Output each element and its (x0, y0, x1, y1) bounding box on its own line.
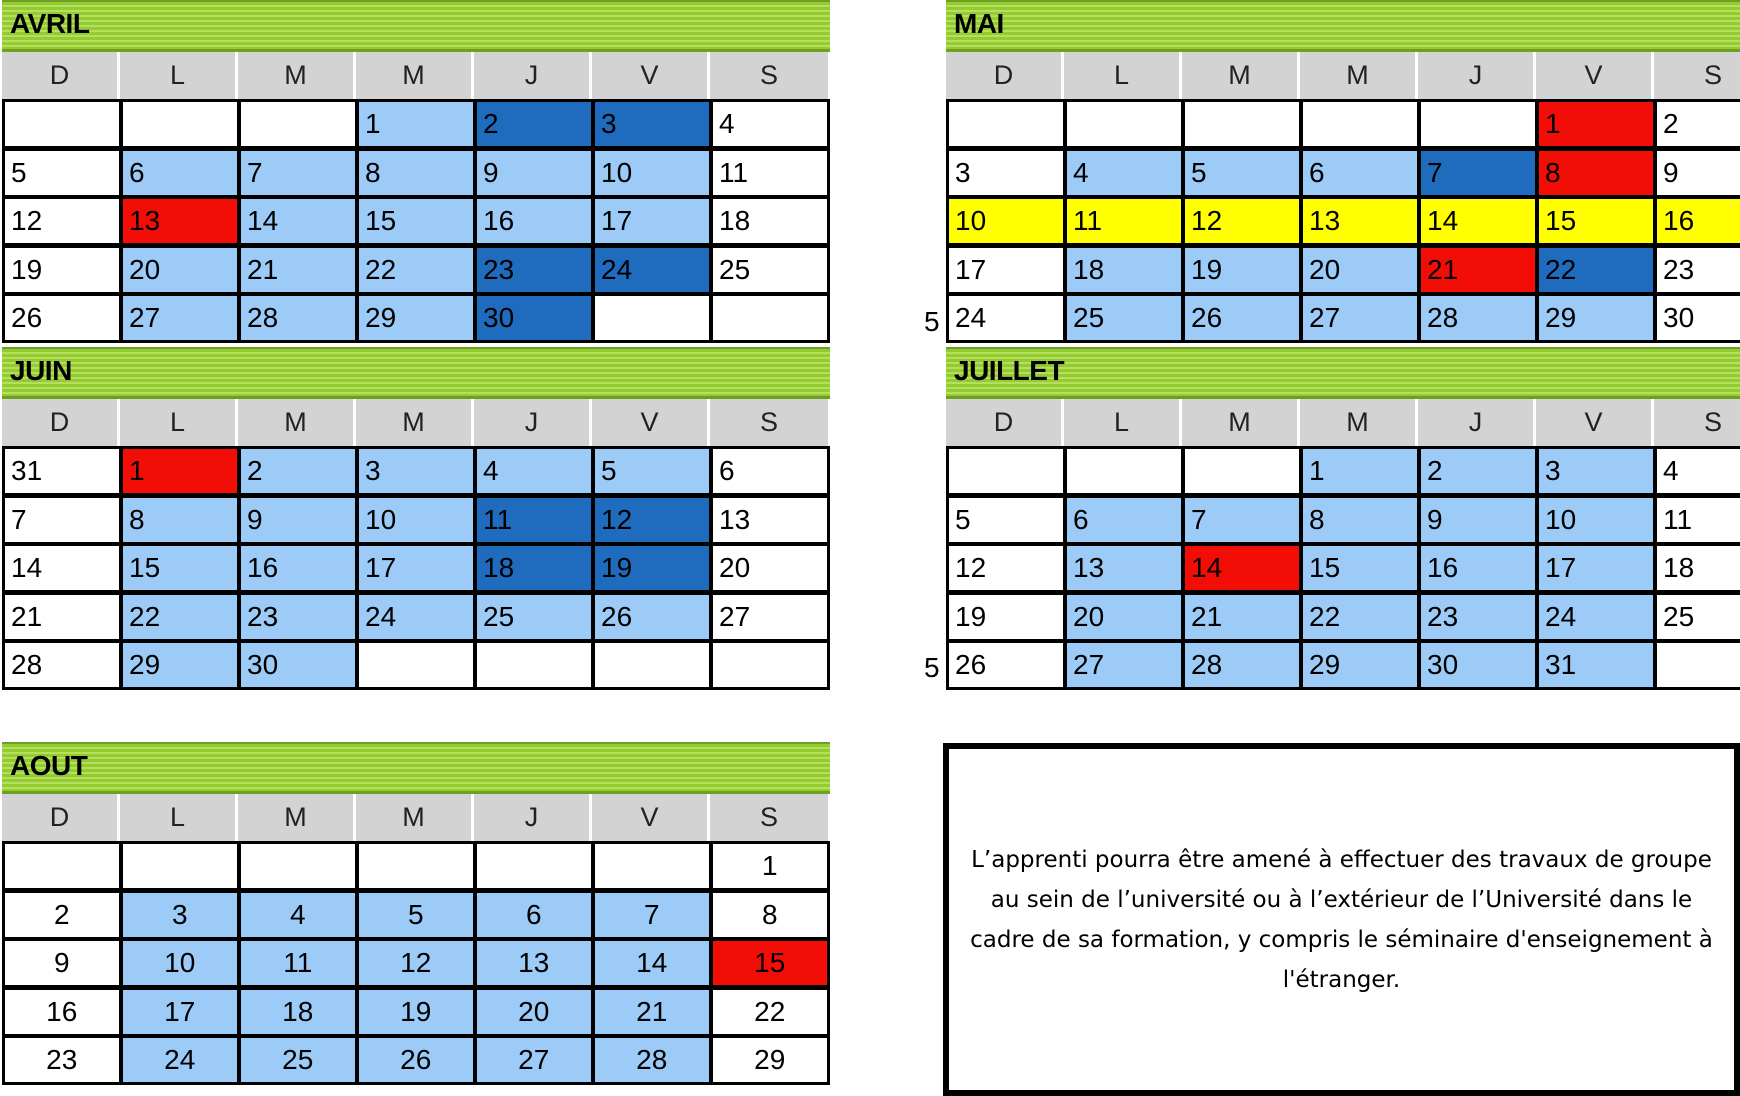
day-cell: 2 (238, 446, 358, 496)
day-cell: 19 (1182, 245, 1302, 295)
day-cell: 3 (946, 148, 1066, 198)
day-cell: 6 (710, 446, 830, 496)
day-cell: 8 (1300, 495, 1420, 545)
calendar-grid (2, 446, 830, 690)
day-cell: 13 (710, 495, 830, 545)
day-cell: 29 (356, 293, 476, 343)
day-cell (1064, 446, 1184, 496)
day-cell: 23 (238, 592, 358, 642)
day-cell: 19 (592, 543, 712, 593)
day-cell: 10 (946, 196, 1066, 246)
day-header: M (1182, 52, 1300, 99)
day-header: J (1418, 52, 1536, 99)
day-cell: 26 (946, 640, 1066, 690)
day-cell: 21 (592, 987, 712, 1037)
day-cell: 12 (2, 196, 122, 246)
day-cell: 9 (2, 938, 122, 988)
day-cell (1182, 99, 1302, 149)
day-cell: 19 (356, 987, 476, 1037)
day-cell: 7 (238, 148, 358, 198)
day-cell: 29 (710, 1035, 830, 1085)
day-cell: 10 (592, 148, 712, 198)
day-header: S (1654, 52, 1740, 99)
day-cell: 3 (356, 446, 476, 496)
day-cell (946, 99, 1066, 149)
day-cell: 9 (238, 495, 358, 545)
day-cell: 25 (1654, 592, 1740, 642)
day-cell: 13 (1300, 196, 1420, 246)
day-cell (1300, 99, 1420, 149)
day-cell: 30 (1418, 640, 1538, 690)
day-cell: 2 (1418, 446, 1538, 496)
day-cell: 12 (1182, 196, 1302, 246)
day-cell: 13 (120, 196, 240, 246)
day-cell (592, 841, 712, 891)
day-cell: 2 (1654, 99, 1740, 149)
day-cell: 29 (1300, 640, 1420, 690)
day-header: M (356, 52, 474, 99)
day-cell: 27 (1300, 293, 1420, 343)
day-cell: 5 (1182, 148, 1302, 198)
day-cell: 20 (710, 543, 830, 593)
day-cell: 17 (946, 245, 1066, 295)
day-cell: 21 (238, 245, 358, 295)
day-cell: 6 (1064, 495, 1184, 545)
day-cell: 19 (946, 592, 1066, 642)
day-header: L (120, 794, 238, 841)
day-cell: 1 (120, 446, 240, 496)
day-cell (1418, 99, 1538, 149)
day-cell: 8 (710, 890, 830, 940)
day-cell: 9 (1654, 148, 1740, 198)
day-header: V (592, 52, 710, 99)
day-cell: 25 (1064, 293, 1184, 343)
day-cell: 18 (1064, 245, 1184, 295)
day-cell: 21 (1182, 592, 1302, 642)
day-cell: 1 (1536, 99, 1656, 149)
month-title: JUIN (2, 347, 830, 399)
day-cell: 17 (1536, 543, 1656, 593)
day-cell: 7 (592, 890, 712, 940)
day-cell: 7 (2, 495, 122, 545)
day-header-row (2, 794, 830, 841)
day-cell: 22 (710, 987, 830, 1037)
day-cell (2, 99, 122, 149)
day-cell: 24 (356, 592, 476, 642)
day-cell (1182, 446, 1302, 496)
day-header: J (1418, 399, 1536, 446)
day-cell: 16 (2, 987, 122, 1037)
day-cell: 20 (120, 245, 240, 295)
day-cell: 15 (120, 543, 240, 593)
day-cell: 26 (592, 592, 712, 642)
day-cell: 28 (1182, 640, 1302, 690)
month-title: AVRIL (2, 0, 830, 52)
month-juin (2, 347, 830, 690)
day-cell: 11 (474, 495, 594, 545)
day-header: M (356, 399, 474, 446)
day-cell: 12 (356, 938, 476, 988)
day-cell: 31 (2, 446, 122, 496)
info-text: L’apprenti pourra être amené à effectuer des travaux de groupe au sein de l’université ou à l’extérieur de l’Université dans le cadre de sa formation, y compris le séminaire d'enseignement à l'étranger. (970, 846, 1713, 993)
day-cell: 4 (1654, 446, 1740, 496)
day-cell: 7 (1182, 495, 1302, 545)
day-cell (710, 293, 830, 343)
day-cell: 29 (1536, 293, 1656, 343)
day-cell: 30 (1654, 293, 1740, 343)
day-header: M (238, 399, 356, 446)
day-cell: 21 (2, 592, 122, 642)
day-cell (1064, 99, 1184, 149)
day-cell: 5 (356, 890, 476, 940)
day-cell: 11 (1064, 196, 1184, 246)
day-cell: 15 (1536, 196, 1656, 246)
day-cell: 22 (1536, 245, 1656, 295)
day-cell: 14 (1182, 543, 1302, 593)
day-cell: 24 (120, 1035, 240, 1085)
day-cell: 1 (710, 841, 830, 891)
day-cell: 23 (474, 245, 594, 295)
month-title: AOUT (2, 742, 830, 794)
day-header: V (592, 794, 710, 841)
day-cell (120, 841, 240, 891)
day-header: L (120, 52, 238, 99)
day-cell (946, 446, 1066, 496)
day-header: V (592, 399, 710, 446)
day-cell: 7 (1418, 148, 1538, 198)
day-cell: 23 (1654, 245, 1740, 295)
day-cell: 17 (120, 987, 240, 1037)
month-mai (946, 0, 1740, 343)
day-header: D (2, 794, 120, 841)
day-cell: 5 (2, 148, 122, 198)
day-header: L (1064, 52, 1182, 99)
day-cell (474, 640, 594, 690)
day-cell: 6 (474, 890, 594, 940)
day-cell: 10 (120, 938, 240, 988)
day-cell: 22 (1300, 592, 1420, 642)
day-cell: 15 (710, 938, 830, 988)
day-cell: 26 (356, 1035, 476, 1085)
day-cell: 2 (2, 890, 122, 940)
day-cell: 4 (710, 99, 830, 149)
day-cell: 8 (1536, 148, 1656, 198)
day-cell: 26 (2, 293, 122, 343)
day-cell: 20 (474, 987, 594, 1037)
day-cell: 3 (1536, 446, 1656, 496)
day-header: M (1300, 399, 1418, 446)
month-title: JUILLET (946, 347, 1740, 399)
day-cell (120, 99, 240, 149)
day-cell: 18 (474, 543, 594, 593)
day-cell: 27 (710, 592, 830, 642)
month-title: MAI (946, 0, 1740, 52)
day-header: V (1536, 399, 1654, 446)
day-cell (238, 99, 358, 149)
day-cell: 11 (238, 938, 358, 988)
month-avril (2, 0, 830, 343)
day-header-row (946, 52, 1740, 99)
day-cell: 14 (592, 938, 712, 988)
day-cell: 9 (474, 148, 594, 198)
day-cell: 27 (120, 293, 240, 343)
day-cell: 16 (238, 543, 358, 593)
day-header: J (474, 52, 592, 99)
day-cell: 30 (238, 640, 358, 690)
day-cell: 4 (474, 446, 594, 496)
day-cell: 14 (238, 196, 358, 246)
day-cell: 23 (1418, 592, 1538, 642)
calendar-grid (946, 99, 1740, 343)
month-aout (2, 742, 830, 1085)
day-header: D (2, 52, 120, 99)
day-cell: 2 (474, 99, 594, 149)
day-cell: 25 (710, 245, 830, 295)
day-cell: 28 (592, 1035, 712, 1085)
day-header: L (120, 399, 238, 446)
day-cell (2, 841, 122, 891)
day-cell (1654, 640, 1740, 690)
day-cell: 28 (2, 640, 122, 690)
day-cell: 30 (474, 293, 594, 343)
day-header: V (1536, 52, 1654, 99)
day-header: J (474, 794, 592, 841)
day-cell: 12 (592, 495, 712, 545)
day-cell: 22 (120, 592, 240, 642)
day-cell: 18 (1654, 543, 1740, 593)
day-cell (356, 640, 476, 690)
day-cell: 18 (710, 196, 830, 246)
day-cell: 4 (1064, 148, 1184, 198)
day-header-row (946, 399, 1740, 446)
day-cell: 16 (474, 196, 594, 246)
day-cell: 14 (2, 543, 122, 593)
day-cell (592, 293, 712, 343)
day-header: S (1654, 399, 1740, 446)
day-cell: 25 (474, 592, 594, 642)
day-cell: 23 (2, 1035, 122, 1085)
calendar-grid (946, 446, 1740, 690)
day-cell: 17 (356, 543, 476, 593)
day-cell: 16 (1654, 196, 1740, 246)
day-header: M (1182, 399, 1300, 446)
day-cell: 8 (356, 148, 476, 198)
calendar-grid (2, 841, 830, 1085)
day-cell (474, 841, 594, 891)
day-header: L (1064, 399, 1182, 446)
day-cell: 27 (474, 1035, 594, 1085)
day-cell: 9 (1418, 495, 1538, 545)
day-cell: 5 (592, 446, 712, 496)
day-header: M (356, 794, 474, 841)
day-cell: 3 (592, 99, 712, 149)
day-cell: 28 (1418, 293, 1538, 343)
month-juillet (946, 347, 1740, 690)
day-cell: 5 (946, 495, 1066, 545)
day-cell: 3 (120, 890, 240, 940)
side-mark-mai: 5 (924, 306, 940, 337)
day-cell: 19 (2, 245, 122, 295)
day-cell: 28 (238, 293, 358, 343)
info-box (943, 743, 1740, 1096)
day-cell: 8 (120, 495, 240, 545)
day-cell: 4 (238, 890, 358, 940)
day-cell (238, 841, 358, 891)
day-cell: 10 (1536, 495, 1656, 545)
day-cell: 26 (1182, 293, 1302, 343)
day-cell: 15 (1300, 543, 1420, 593)
day-header: S (710, 52, 828, 99)
day-cell: 20 (1064, 592, 1184, 642)
day-cell: 11 (710, 148, 830, 198)
day-cell: 10 (356, 495, 476, 545)
day-header: S (710, 794, 828, 841)
day-cell: 16 (1418, 543, 1538, 593)
day-cell: 1 (1300, 446, 1420, 496)
day-cell: 18 (238, 987, 358, 1037)
day-cell: 24 (946, 293, 1066, 343)
day-cell: 24 (592, 245, 712, 295)
day-cell: 25 (238, 1035, 358, 1085)
day-cell: 15 (356, 196, 476, 246)
day-cell: 27 (1064, 640, 1184, 690)
day-cell: 6 (1300, 148, 1420, 198)
day-cell: 22 (356, 245, 476, 295)
day-cell: 6 (120, 148, 240, 198)
day-cell (356, 841, 476, 891)
day-header: M (238, 794, 356, 841)
day-cell: 14 (1418, 196, 1538, 246)
day-cell: 17 (592, 196, 712, 246)
day-cell: 20 (1300, 245, 1420, 295)
day-header: M (1300, 52, 1418, 99)
day-header: M (238, 52, 356, 99)
day-header-row (2, 399, 830, 446)
day-cell: 11 (1654, 495, 1740, 545)
day-cell: 1 (356, 99, 476, 149)
day-header: D (946, 52, 1064, 99)
day-cell: 12 (946, 543, 1066, 593)
day-header-row (2, 52, 830, 99)
day-cell (710, 640, 830, 690)
day-cell: 31 (1536, 640, 1656, 690)
day-header: J (474, 399, 592, 446)
day-header: S (710, 399, 828, 446)
calendar-grid (2, 99, 830, 343)
day-header: D (2, 399, 120, 446)
day-cell (592, 640, 712, 690)
day-header: D (946, 399, 1064, 446)
day-cell: 13 (1064, 543, 1184, 593)
day-cell: 24 (1536, 592, 1656, 642)
day-cell: 29 (120, 640, 240, 690)
day-cell: 21 (1418, 245, 1538, 295)
side-mark-juillet: 5 (924, 652, 940, 683)
day-cell: 13 (474, 938, 594, 988)
